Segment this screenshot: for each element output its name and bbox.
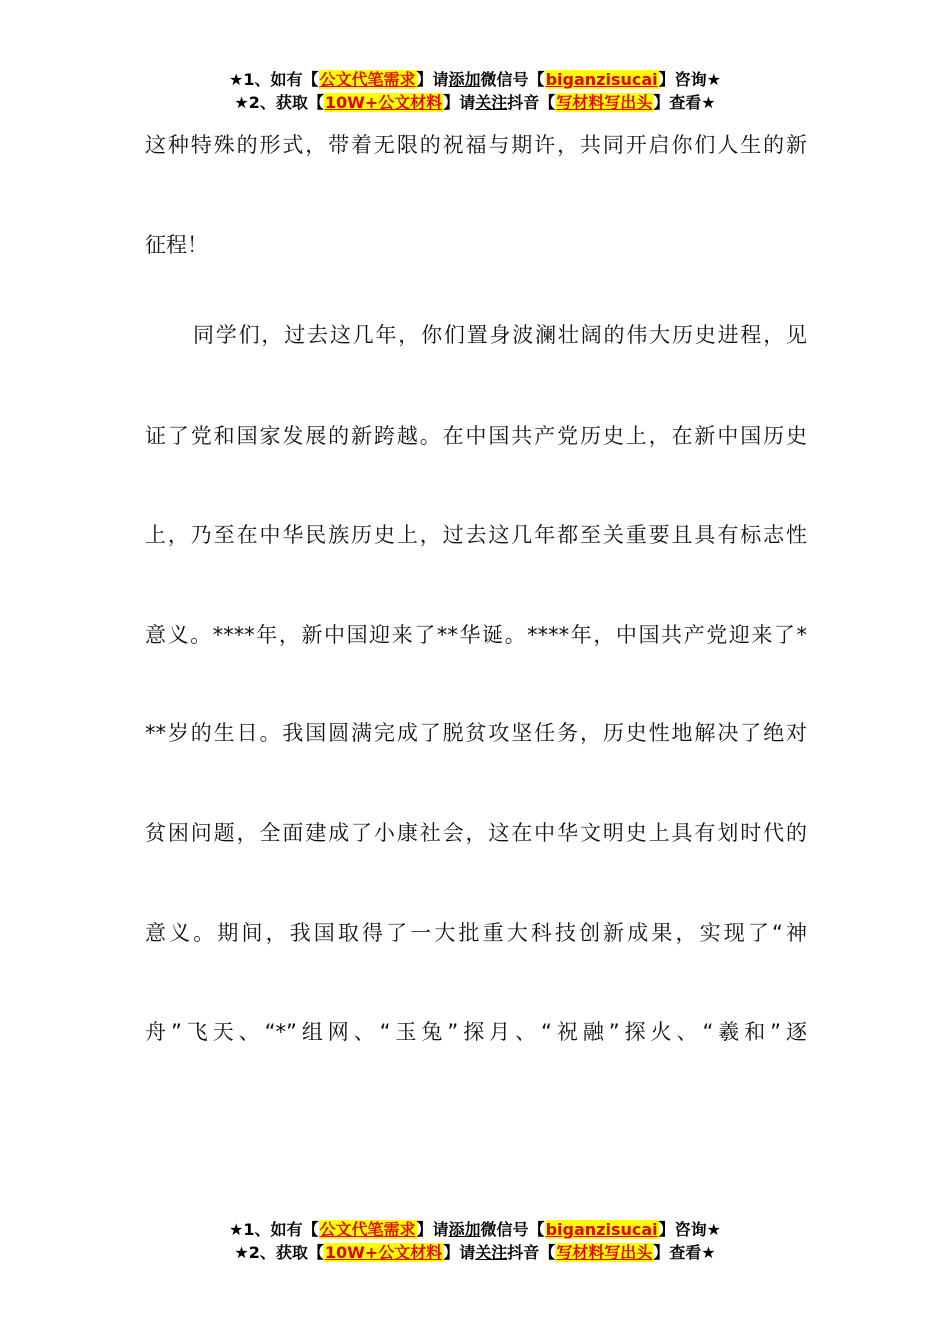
banner-text: 】请	[416, 70, 449, 89]
banner-text: 】请	[416, 1220, 449, 1239]
banner-text: ★2、获取【	[234, 93, 324, 112]
body-line: 贫困问题，全面建成了小康社会，这在中华文明史上具有划时代的	[145, 821, 807, 845]
banner-text: 】请	[443, 93, 476, 112]
body-line: 舟”飞天、“*”组网、“玉兔”探月、“祝融”探火、“羲和”逐	[145, 1020, 807, 1044]
banner-emphasis: 添加	[448, 70, 481, 89]
banner-wechat-id: biganzisucai	[545, 1220, 658, 1239]
banner-highlight: 10W+公文材料	[324, 1243, 443, 1262]
header-banner-line-1	[0, 68, 950, 91]
header-banner	[0, 68, 950, 114]
body-line: 证了党和国家发展的新跨越。在中国共产党历史上，在新中国历史	[145, 424, 807, 448]
banner-text: 】查看★	[653, 93, 716, 112]
banner-text: ★1、如有【	[229, 70, 319, 89]
banner-text: 微信号【	[480, 1220, 545, 1239]
paragraph-first-line: 同学们，过去这几年，你们置身波澜壮阔的伟大历史进程，见	[193, 323, 807, 347]
banner-highlight: 10W+公文材料	[324, 93, 443, 112]
body-line: 意义。****年，新中国迎来了**华诞。****年，中国共产党迎来了*	[145, 623, 807, 647]
footer-banner	[0, 1218, 950, 1264]
body-line: 上，乃至在中华民族历史上，过去这几年都至关重要且具有标志性	[145, 523, 807, 547]
banner-douyin-id: 写材料写出头	[556, 1243, 653, 1262]
banner-text: 】请	[443, 1243, 476, 1262]
banner-text: 】查看★	[653, 1243, 716, 1262]
footer-banner-line-2	[0, 1241, 950, 1264]
banner-highlight: 公文代笔需求	[319, 70, 416, 89]
body-line: 这种特殊的形式，带着无限的祝福与期许，共同开启你们人生的新	[145, 133, 807, 157]
banner-highlight: 公文代笔需求	[319, 1220, 416, 1239]
footer-banner-line-1	[0, 1218, 950, 1241]
banner-emphasis: 添加	[448, 1220, 481, 1239]
banner-text: 抖音【	[507, 93, 556, 112]
body-line: **岁的生日。我国圆满完成了脱贫攻坚任务，历史性地解决了绝对	[145, 721, 807, 745]
banner-text: ★2、获取【	[234, 1243, 324, 1262]
banner-text: 微信号【	[480, 70, 545, 89]
banner-text: 】咨询★	[658, 70, 721, 89]
banner-emphasis: 关注	[475, 93, 508, 112]
banner-text: 】咨询★	[658, 1220, 721, 1239]
body-line: 征程！	[145, 233, 208, 257]
banner-douyin-id: 写材料写出头	[556, 93, 653, 112]
banner-wechat-id: biganzisucai	[545, 70, 658, 89]
banner-text: 抖音【	[507, 1243, 556, 1262]
banner-text: ★1、如有【	[229, 1220, 319, 1239]
banner-emphasis: 关注	[475, 1243, 508, 1262]
header-banner-line-2	[0, 91, 950, 114]
body-line: 意义。期间，我国取得了一大批重大科技创新成果，实现了“神	[145, 921, 807, 945]
